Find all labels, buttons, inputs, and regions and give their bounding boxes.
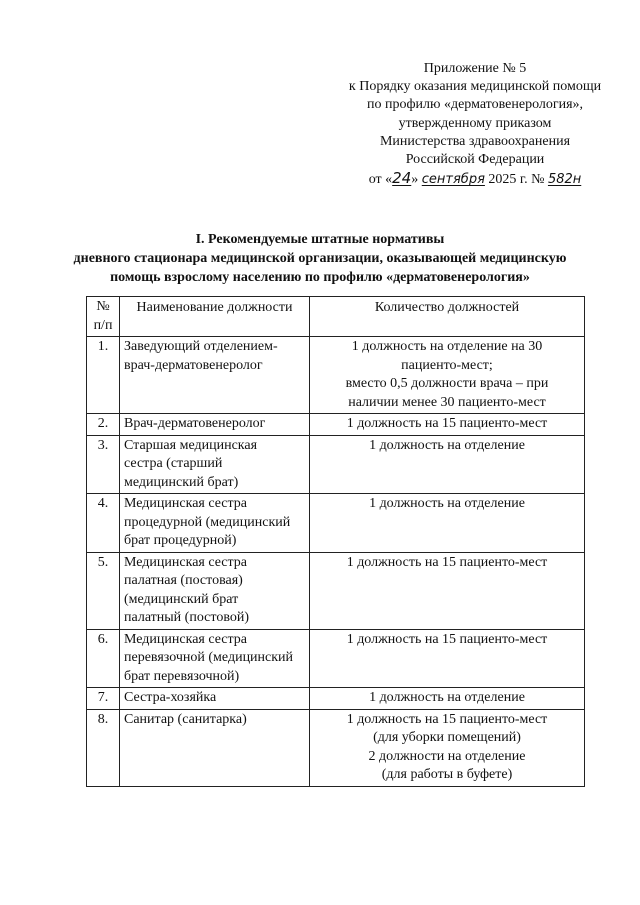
position-count — [310, 552, 585, 629]
position-line: Медицинская сестра — [124, 554, 248, 570]
position-line: брат перевязочной) — [124, 668, 240, 684]
position-line: брат процедурной) — [124, 533, 237, 548]
position-name — [120, 494, 310, 553]
position-name — [120, 709, 310, 786]
position-line: Старшая медицинская — [124, 437, 258, 453]
annex-line: по профилю «дерматовенерология», — [366, 97, 584, 113]
count-line: наличии менее 30 пациенто-мест — [348, 394, 546, 410]
section-heading — [60, 230, 580, 287]
table-row — [87, 552, 585, 629]
count-line: 1 должность на 15 пациенто-мест — [346, 711, 548, 727]
position-count — [310, 709, 585, 786]
count-line: 1 должность на отделение — [369, 496, 525, 511]
header-count: Количество должностей — [310, 297, 585, 337]
order-number-handwritten: 582н — [547, 172, 582, 188]
table-row — [87, 709, 585, 786]
count-line: 1 должность на 15 пациенто-мест — [346, 631, 548, 647]
table-row — [87, 435, 585, 494]
row-number: 2. — [87, 414, 120, 436]
row-number: 7. — [87, 688, 120, 710]
count-line: 2 должности на отделение — [368, 748, 526, 764]
count-line: вместо 0,5 должности врача – при — [345, 376, 549, 391]
row-number: 1. — [87, 337, 120, 414]
heading-line: I. Рекомендуемые штатные нормативы — [195, 232, 445, 247]
annex-line: Российской Федерации — [405, 152, 545, 168]
staffing-table — [86, 296, 585, 787]
table-header-row — [87, 297, 585, 337]
date-prefix: от « — [368, 172, 393, 188]
annex-line: к Порядку оказания медицинской помощи — [348, 79, 602, 95]
annex-date-line — [330, 169, 620, 189]
position-line: палатный (постовой) — [124, 610, 249, 625]
position-name — [120, 435, 310, 494]
count-line: 1 должность на отделение — [369, 437, 525, 453]
header-position: Наименование должности — [120, 297, 310, 337]
position-name — [120, 337, 310, 414]
table-row — [87, 629, 585, 688]
count-line: 1 должность на отделение — [369, 690, 525, 705]
table-row — [87, 494, 585, 553]
position-count — [310, 688, 585, 710]
date-day-handwritten: 24 — [392, 169, 412, 188]
annex-title: Приложение № 5 — [423, 61, 527, 76]
row-number: 5. — [87, 552, 120, 629]
table-row — [87, 414, 585, 436]
count-line: (для работы в буфете) — [381, 767, 513, 782]
position-line: палатная (постовая) — [124, 573, 243, 588]
position-line: (медицинский брат — [124, 591, 239, 607]
count-line: 1 должность на отделение на 30 — [351, 339, 543, 354]
count-line: 1 должность на 15 пациенто-мест — [346, 416, 548, 431]
row-number: 8. — [87, 709, 120, 786]
position-count — [310, 629, 585, 688]
position-line: Санитар (санитарка) — [124, 711, 247, 727]
heading-line: дневного стационара медицинской организации, оказывающей медицинскую — [73, 251, 567, 266]
position-name — [120, 629, 310, 688]
position-count — [310, 435, 585, 494]
row-number: 6. — [87, 629, 120, 688]
heading-line: помощь взрослому населению по профилю «дерматовенерология» — [110, 270, 530, 285]
position-line: Сестра-хозяйка — [124, 690, 217, 705]
table-row — [87, 688, 585, 710]
position-line: медицинский брат) — [124, 474, 239, 490]
annex-line: Министерства здравоохранения — [379, 133, 571, 149]
position-count — [310, 337, 585, 414]
annex-header — [330, 60, 620, 189]
position-name — [120, 552, 310, 629]
date-month-handwritten: сентября — [421, 172, 485, 188]
position-count — [310, 494, 585, 553]
position-count — [310, 414, 585, 436]
date-year: 2025 г. № — [488, 172, 545, 188]
row-number: 4. — [87, 494, 120, 553]
count-line: (для уборки помещений) — [373, 730, 521, 745]
count-line: 1 должность на 15 пациенто-мест — [346, 554, 548, 570]
position-line: Заведующий отделением- — [124, 339, 278, 354]
position-line: сестра (старший — [124, 456, 223, 471]
header-num: № п/п — [87, 297, 120, 337]
table-row — [87, 337, 585, 414]
date-mid: » — [411, 172, 422, 188]
position-line: процедурной (медицинский — [124, 514, 291, 530]
position-line: перевязочной (медицинский — [124, 650, 294, 665]
position-line: Врач-дерматовенеролог — [124, 416, 266, 431]
annex-line: утвержденному приказом — [398, 115, 552, 131]
position-line: Медицинская сестра — [124, 631, 248, 647]
position-name — [120, 414, 310, 436]
position-line: Медицинская сестра — [124, 496, 248, 511]
position-line: врач-дерматовенеролог — [124, 357, 263, 373]
position-name — [120, 688, 310, 710]
count-line: пациенто-мест; — [401, 357, 493, 373]
row-number: 3. — [87, 435, 120, 494]
